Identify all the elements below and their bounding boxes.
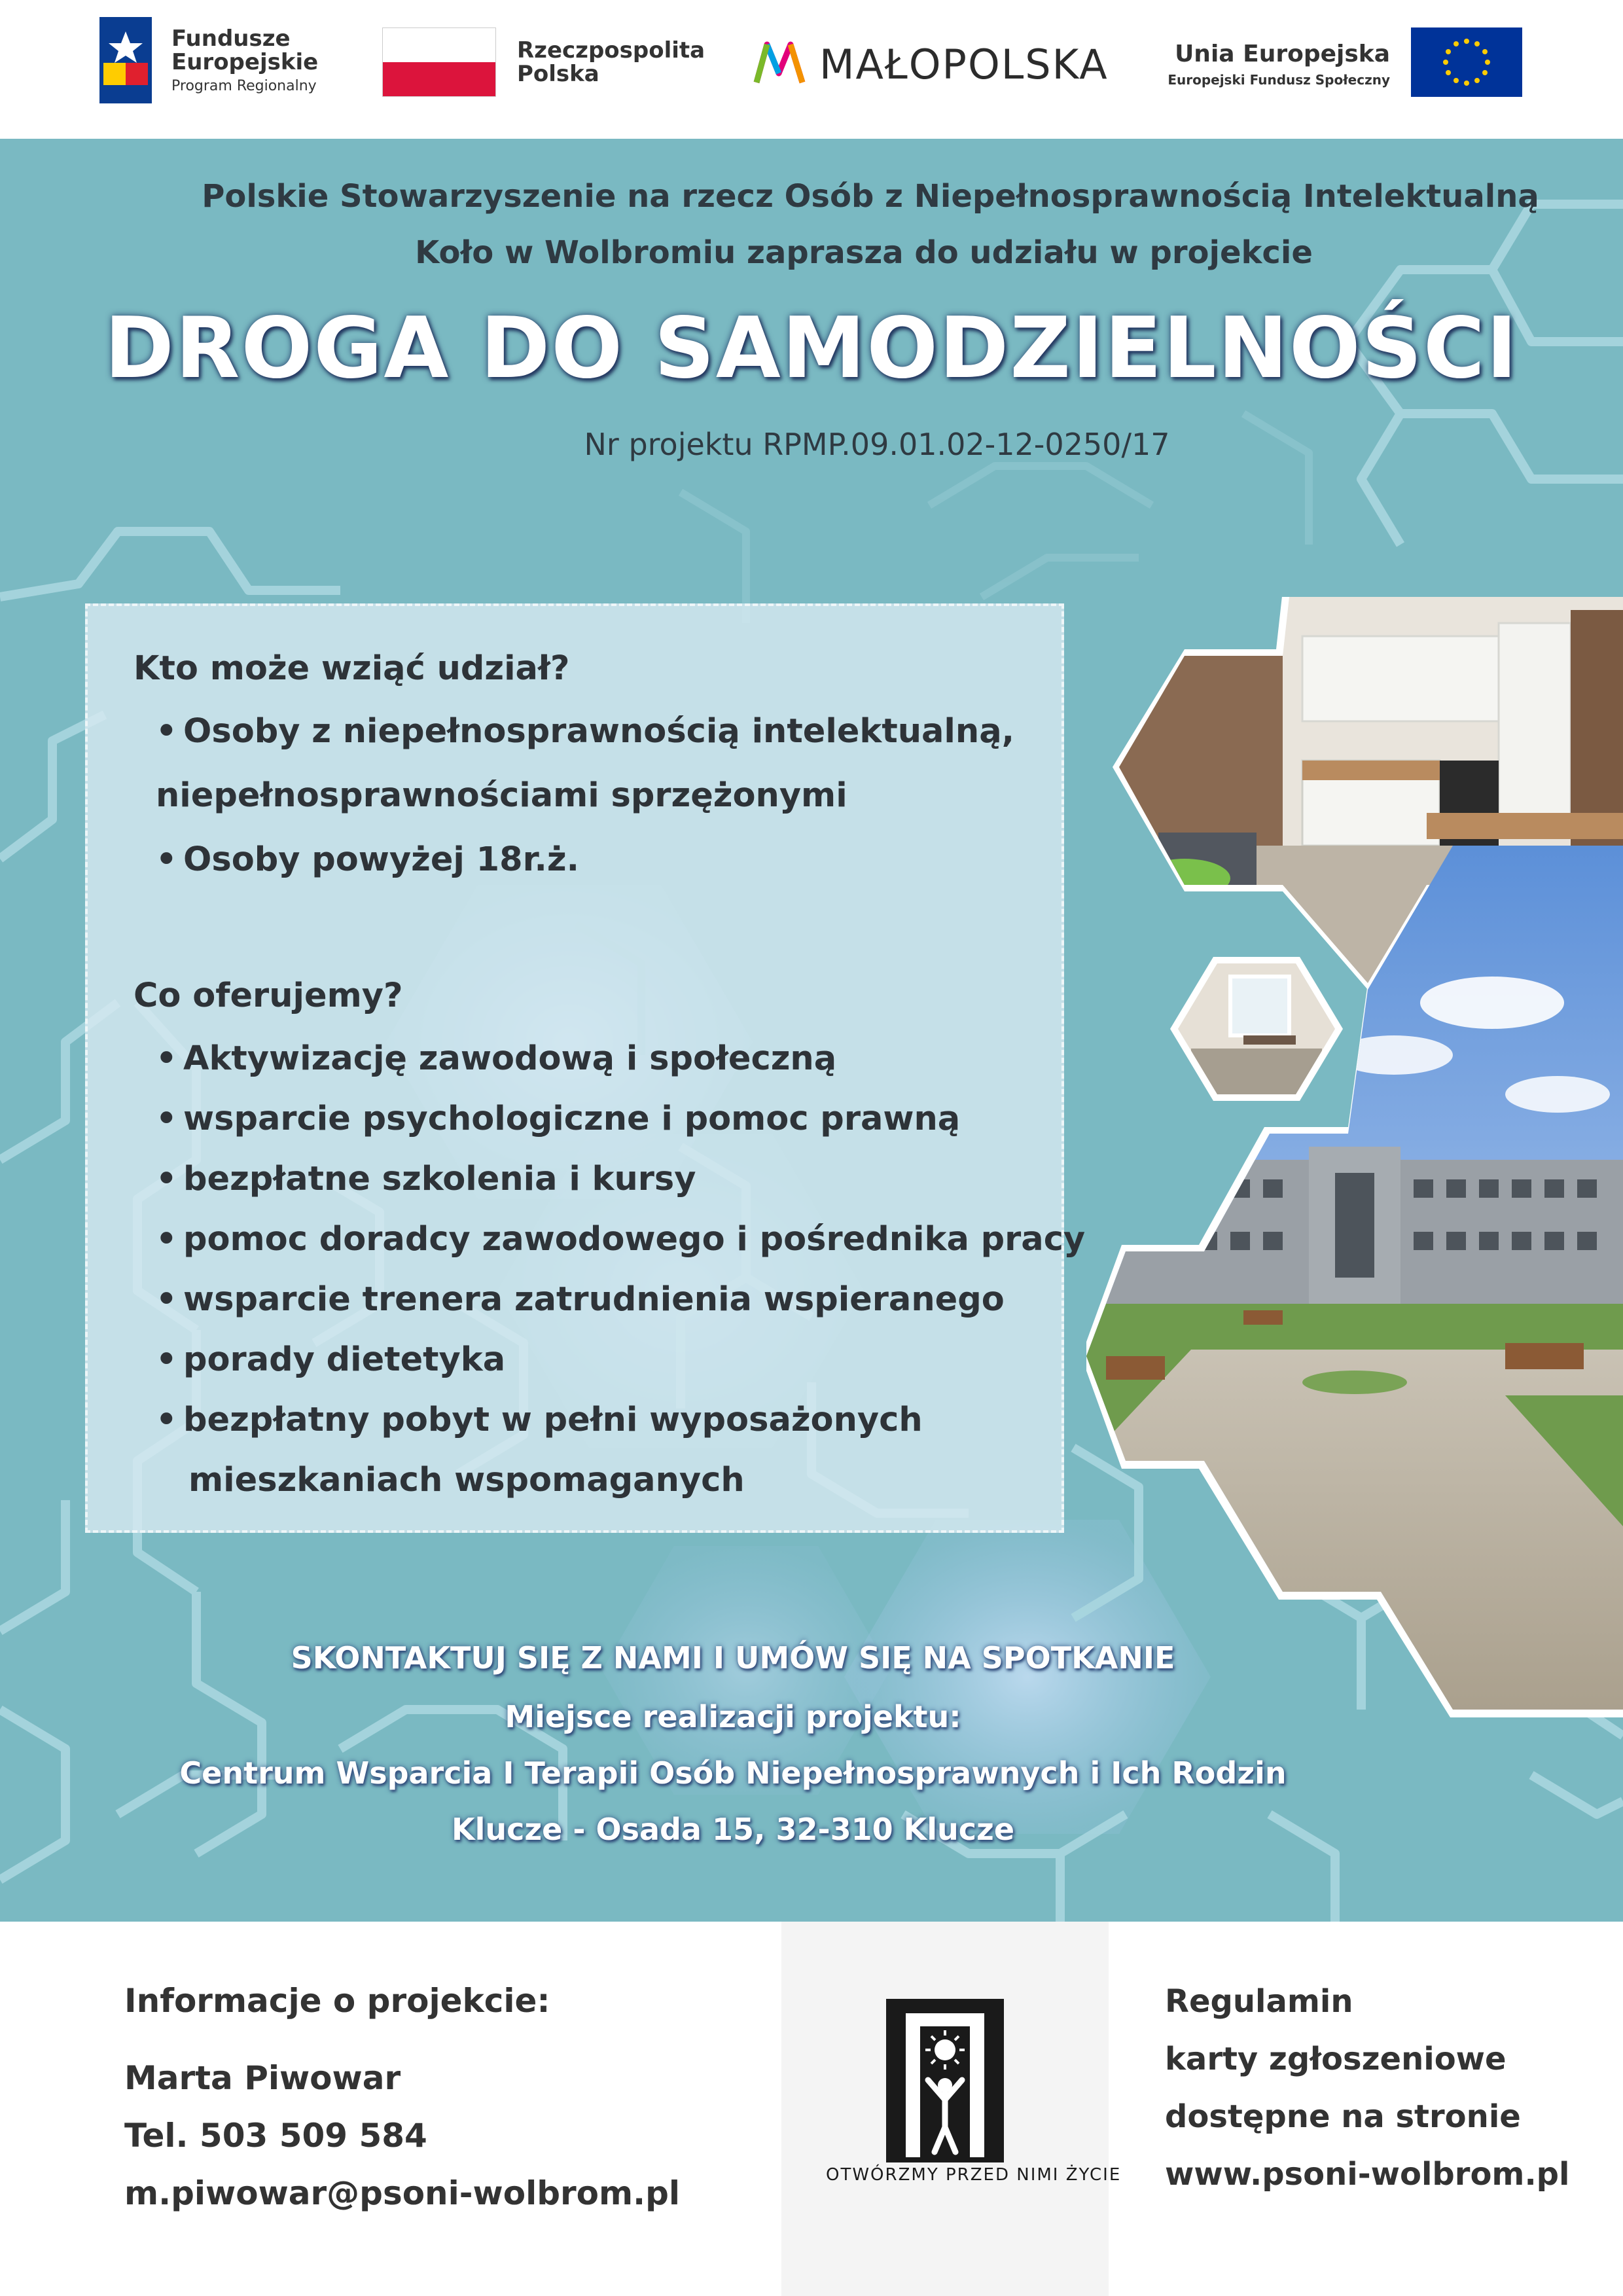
- organization-line-2: Koło w Wolbromiu zaprasza do udziału w projekcie: [415, 234, 1313, 271]
- funds-logo-line3: Program Regionalny: [171, 78, 317, 94]
- offer-item: [156, 1220, 1085, 1259]
- offer-item: [156, 1340, 505, 1379]
- malopolska-logo-text: MAŁOPOLSKA: [819, 41, 1109, 88]
- eligibility-item-1: [156, 712, 1014, 751]
- eu-logo-line2: Europejski Fundusz Społeczny: [1168, 72, 1390, 88]
- room-photo: [1171, 957, 1348, 1101]
- funds-logo-line2: Europejskie: [171, 49, 319, 75]
- offer-item: [156, 1100, 960, 1138]
- footer: [0, 1922, 1623, 2296]
- info-panel: [85, 603, 1086, 1533]
- eu-flag-icon: [1411, 27, 1522, 97]
- bullet-icon: •: [156, 840, 177, 879]
- poland-logo-line1: Rzeczpospolita: [517, 37, 705, 63]
- footer-contact-name: Marta Piwowar: [124, 2059, 401, 2097]
- eligibility-heading: Kto może wziąć udział?: [134, 649, 570, 688]
- bullet-icon: •: [156, 1401, 177, 1439]
- poland-flag-icon: [382, 27, 496, 97]
- bullet-icon: •: [156, 712, 177, 751]
- funds-logo-line1: Fundusze: [171, 26, 291, 52]
- location-name: Centrum Wsparcia I Terapii Osób Niepełnosprawnych i Ich Rodzin: [179, 1755, 1287, 1791]
- photo-collage: [1086, 597, 1623, 1736]
- footer-info-heading: Informacje o projekcie:: [124, 1982, 550, 2020]
- offer-item: [156, 1401, 923, 1439]
- malopolska-logo-icon: [753, 39, 812, 86]
- bullet-icon: •: [156, 1100, 177, 1138]
- footer-right-line2: karty zgłoszeniowe: [1165, 2041, 1507, 2077]
- footer-email[interactable]: m.piwowar@psoni-wolbrom.pl: [124, 2174, 681, 2212]
- bullet-icon: •: [156, 1220, 177, 1259]
- location-label: Miejsce realizacji projektu:: [505, 1699, 961, 1734]
- footer-phone: Tel. 503 509 584: [124, 2117, 427, 2155]
- logo-bar: [0, 0, 1623, 139]
- footer-right-line3: dostępne na stronie: [1165, 2098, 1521, 2135]
- eligibility-item-1-line2: niepełnosprawnościami sprzężonymi: [156, 776, 847, 815]
- main-poster-area: [0, 139, 1623, 1922]
- bullet-icon: •: [156, 1340, 177, 1379]
- offer-item-text: wsparcie trenera zatrudnienia wspieranego: [183, 1280, 1005, 1319]
- offer-item: [156, 1039, 836, 1078]
- contact-call-to-action: SKONTAKTUJ SIĘ Z NAMI I UMÓW SIĘ NA SPOTKANIE: [291, 1640, 1175, 1676]
- eligibility-item-1-line1: Osoby z niepełnosprawnością intelektualną,: [183, 712, 1014, 751]
- page-title: DROGA DO SAMODZIELNOŚCI: [104, 300, 1519, 397]
- offer-item-text: Aktywizację zawodową i społeczną: [183, 1039, 837, 1078]
- location-address: Klucze - Osada 15, 32-310 Klucze: [451, 1812, 1015, 1847]
- european-funds-logo-icon: [99, 17, 152, 103]
- bullet-icon: •: [156, 1160, 177, 1198]
- eu-logo-line1: Unia Europejska: [1175, 41, 1390, 67]
- offer-item-text: porady dietetyka: [183, 1340, 506, 1379]
- footer-right-line1: Regulamin: [1165, 1983, 1353, 2020]
- offer-item-text: bezpłatny pobyt w pełni wyposażonych: [183, 1401, 923, 1439]
- offer-item: [156, 1280, 1005, 1319]
- psoni-emblem-icon: [826, 1987, 1122, 2242]
- poland-logo-line2: Polska: [517, 61, 599, 87]
- footer-website-link[interactable]: www.psoni-wolbrom.pl: [1165, 2156, 1570, 2193]
- bullet-icon: •: [156, 1280, 177, 1319]
- offer-item-text: bezpłatne szkolenia i kursy: [183, 1160, 696, 1198]
- offer-heading: Co oferujemy?: [134, 977, 403, 1015]
- eligibility-item-2: [156, 840, 579, 879]
- bullet-icon: •: [156, 1039, 177, 1078]
- organization-line-1: Polskie Stowarzyszenie na rzecz Osób z Niepełnosprawnością Intelektualną: [202, 178, 1539, 215]
- emblem-motto: OTWÓRZMY PRZED NIMI ŻYCIE: [826, 2165, 1122, 2185]
- project-number: Nr projektu RPMP.09.01.02-12-0250/17: [584, 427, 1170, 462]
- offer-item: [156, 1160, 696, 1198]
- offer-item-text: wsparcie psychologiczne i pomoc prawną: [183, 1100, 961, 1138]
- offer-item-text: pomoc doradcy zawodowego i pośrednika pracy: [183, 1220, 1086, 1259]
- offer-item-last-line2: mieszkaniach wspomaganych: [188, 1461, 745, 1499]
- eligibility-item-2-text: Osoby powyżej 18r.ż.: [183, 840, 579, 879]
